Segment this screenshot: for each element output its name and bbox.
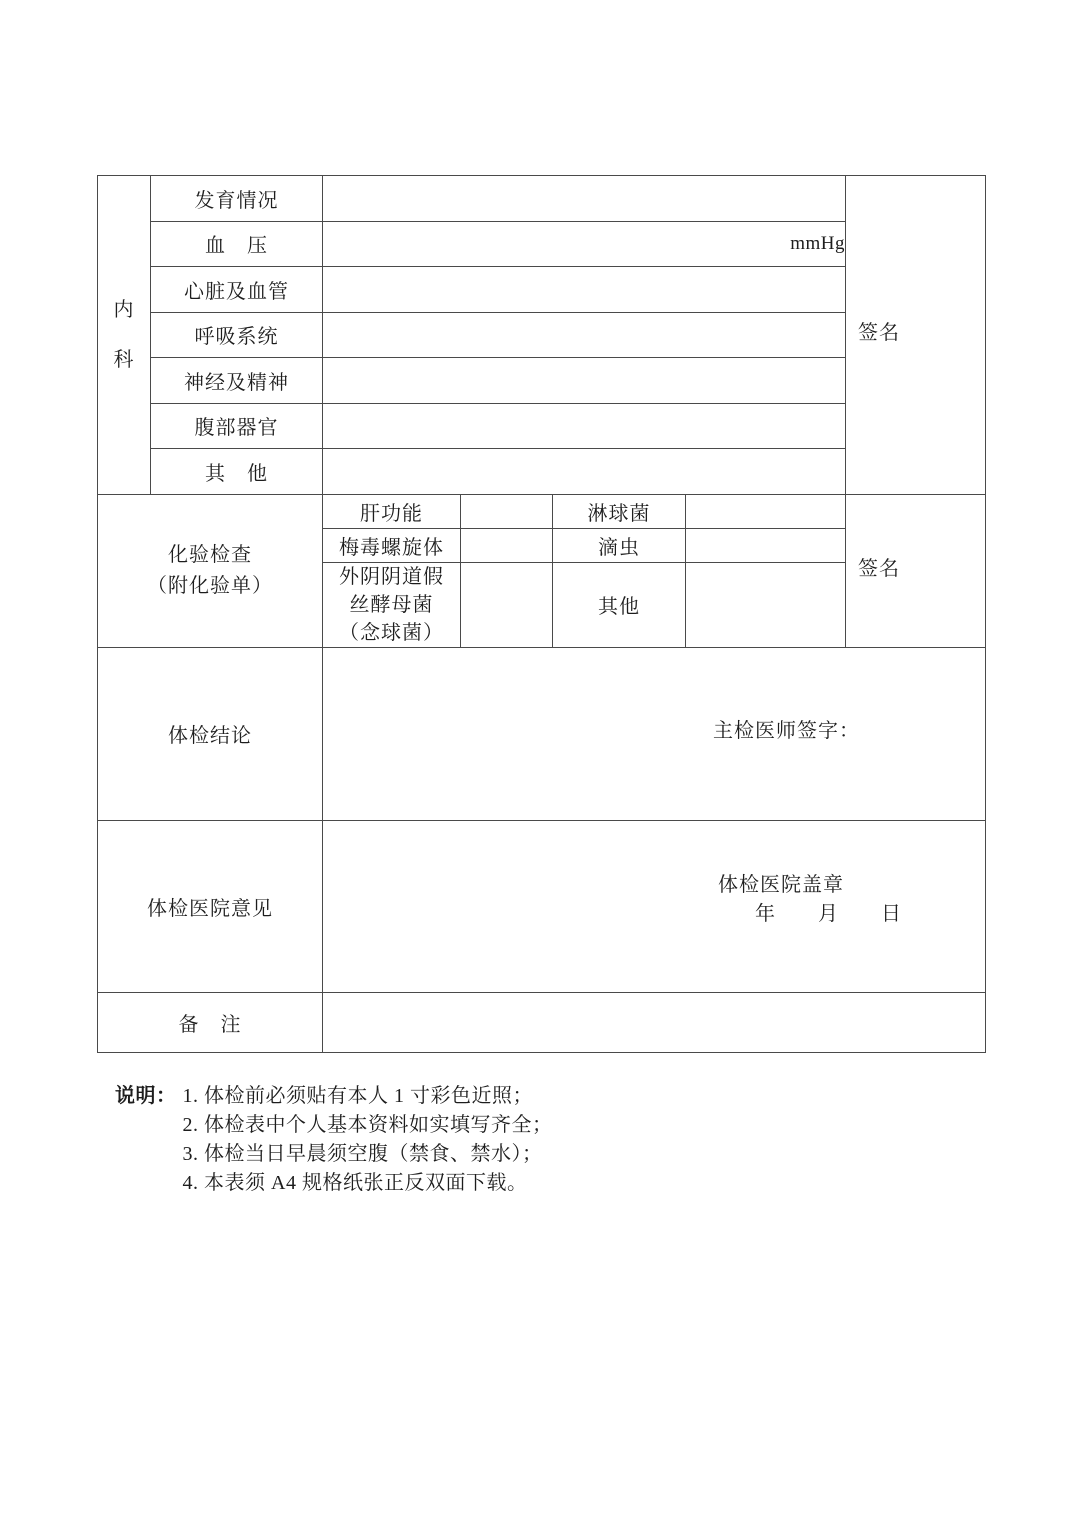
- value-cell-syphilis: [461, 528, 553, 562]
- remarks-content-cell: [323, 992, 986, 1052]
- section-label-lab-tests: [98, 494, 323, 647]
- section-label-conclusion: 体检结论: [98, 647, 323, 820]
- internal-medicine-signature-cell: [846, 176, 986, 495]
- note-item: 1. 体检前必须贴有本人 1 寸彩色近照；: [182, 1085, 533, 1107]
- medical-exam-table: [97, 175, 986, 1053]
- row-label-other: 其 他: [151, 449, 323, 495]
- row-label-development: 发育情况: [151, 176, 323, 222]
- row-label-abdominal-organs: 腹部器官: [151, 403, 323, 449]
- date-label: 年 月 日: [755, 903, 902, 925]
- note-item: 3. 体检当日早晨须空腹（禁食、禁水）；: [182, 1143, 543, 1165]
- section-char: 科: [113, 348, 135, 371]
- conclusion-content-cell: [323, 647, 986, 820]
- section-label-remarks: 备 注: [98, 992, 323, 1052]
- lab-title-line2: （附化验单）: [147, 574, 273, 597]
- row-label-nerve-psyche: 神经及精神: [151, 358, 323, 404]
- row-label-lab-other: 其他: [553, 562, 686, 647]
- hospital-seal-label: 体检医院盖章: [718, 874, 844, 896]
- value-cell-respiratory: [323, 312, 846, 358]
- row-label-syphilis: 梅毒螺旋体: [323, 528, 461, 562]
- signature-label: 签名: [858, 558, 900, 580]
- value-cell-lab-other: [686, 562, 846, 647]
- row-label-candida: 外阴阴道假 丝酵母菌 （念球菌）: [323, 562, 461, 647]
- value-cell-candida: [461, 562, 553, 647]
- hospital-opinion-content-cell: [323, 820, 986, 992]
- value-cell-nerve-psyche: [323, 358, 846, 404]
- note-item: 2. 体检表中个人基本资料如实填写齐全；: [182, 1114, 553, 1136]
- value-cell-heart-vessels: [323, 267, 846, 313]
- lab-signature-cell: [846, 494, 986, 647]
- row-label-heart-vessels: 心脏及血管: [151, 267, 323, 313]
- value-cell-liver-function: [461, 494, 553, 528]
- note-item: 4. 本表须 A4 规格纸张正反双面下载。: [182, 1172, 528, 1194]
- value-cell-other: [323, 449, 846, 495]
- section-char: 内: [113, 298, 135, 321]
- chief-physician-signature-label: 主检医师签字：: [713, 720, 860, 742]
- instructions-block: [115, 1082, 553, 1198]
- instructions-heading: 说明：: [115, 1085, 177, 1107]
- row-label-respiratory: 呼吸系统: [151, 312, 323, 358]
- section-label-hospital-opinion: 体检医院意见: [98, 820, 323, 992]
- section-label-internal-medicine: [98, 176, 151, 495]
- value-cell-trichomonas: [686, 528, 846, 562]
- value-cell-blood-pressure: [323, 221, 846, 267]
- lab-title-line1: 化验检查: [168, 543, 252, 566]
- value-cell-abdominal-organs: [323, 403, 846, 449]
- row-label-trichomonas: 滴虫: [553, 528, 686, 562]
- instructions-list: [183, 1082, 553, 1198]
- value-cell-gonococcus: [686, 494, 846, 528]
- row-label-liver-function: 肝功能: [323, 494, 461, 528]
- signature-label: 签名: [858, 322, 900, 345]
- unit-mmhg: mmHg: [790, 233, 845, 255]
- row-label-gonococcus: 淋球菌: [553, 494, 686, 528]
- row-label-blood-pressure: 血 压: [151, 221, 323, 267]
- value-cell-development: [323, 176, 846, 222]
